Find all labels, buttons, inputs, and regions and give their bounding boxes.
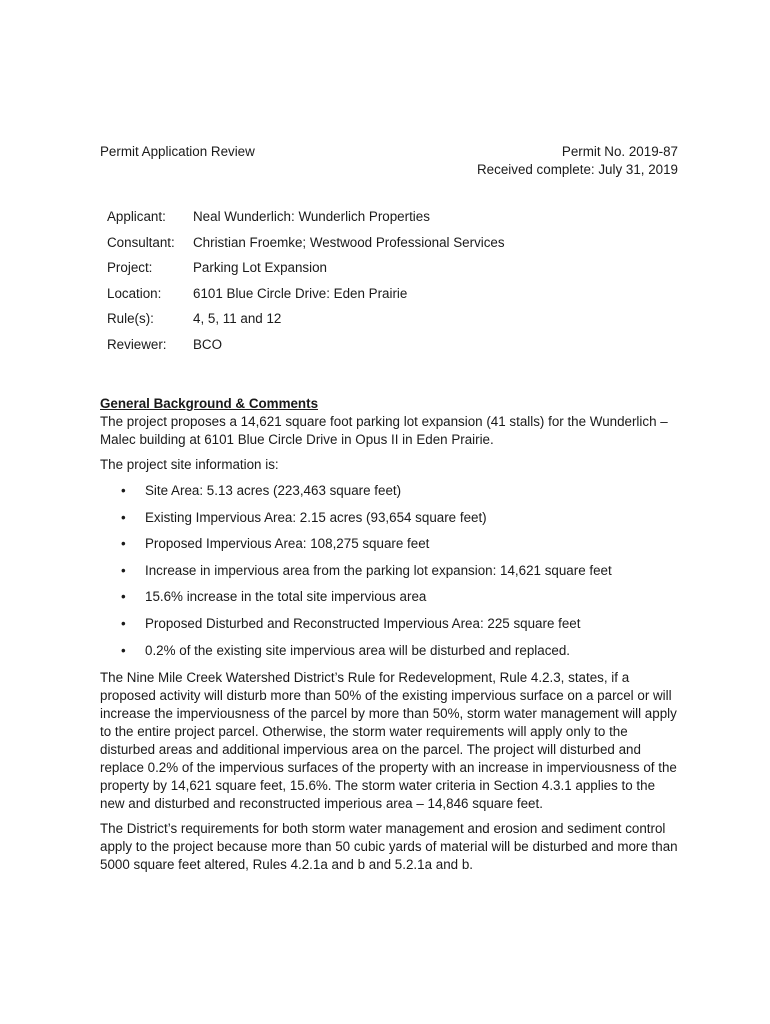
section-heading: General Background & Comments xyxy=(100,396,319,411)
requirements-paragraph: The District’s requirements for both storm water management and erosion and sediment control apply to the project because more than 50 cubic yards of material will be disturbed and more than 5000 square feet altered, Rules 4.2.1a and b and 5.2.1a and b. xyxy=(100,820,678,872)
detail-label: Consultant: xyxy=(107,234,175,250)
detail-value: 6101 Blue Circle Drive: Eden Prairie xyxy=(193,285,408,301)
permit-number: Permit No. 2019-87 xyxy=(561,144,678,159)
detail-row-consultant xyxy=(107,234,505,260)
list-item: • Existing Impervious Area: 2.15 acres (93,654 square feet) xyxy=(100,509,680,536)
list-item: • 15.6% increase in the total site impervious area xyxy=(100,588,680,615)
site-info-list xyxy=(100,482,680,662)
detail-value: BCO xyxy=(193,336,223,352)
document-title: Permit Application Review xyxy=(100,144,255,159)
site-info-lead: The project site information is: xyxy=(100,457,279,472)
detail-label: Location: xyxy=(107,285,162,301)
document-body xyxy=(100,395,680,874)
detail-value: Neal Wunderlich: Wunderlich Properties xyxy=(193,209,430,224)
list-item: • Proposed Disturbed and Reconstructed Impervious Area: 225 square feet xyxy=(100,615,680,642)
detail-value: Christian Froemke; Westwood Professional Services xyxy=(193,234,505,250)
detail-row-location xyxy=(107,285,505,311)
detail-value: Parking Lot Expansion xyxy=(193,260,327,276)
redevelopment-paragraph: The Nine Mile Creek Watershed District’s Rule for Redevelopment, Rule 4.2.3, states, if a proposed activity will disturb more than 50% of the existing impervious surface on a parcel or will increase the imperviousness of the parcel by more than 50%, storm water management will apply to the entire project parcel. Otherwise, the storm water requirements will apply only to the disturbed areas and additional impervious area on the parcel. The project will disturbed and replace 0.2% of the impervious surfaces of the property with an increase in imperviousness of the property by 14,621 square feet, 15.6%. The storm water criteria in Section 4.3.1 applies to the new and disturbed and reconstructed imperious area – 14,846 square feet. xyxy=(100,669,677,811)
list-item: • 0.2% of the existing site impervious area will be disturbed and replaced. xyxy=(100,642,680,662)
detail-label: Reviewer: xyxy=(107,336,167,352)
detail-row-reviewer xyxy=(107,336,505,362)
list-item: • Site Area: 5.13 acres (223,463 square feet) xyxy=(100,482,680,509)
detail-value: 4, 5, 11 and 12 xyxy=(193,311,282,327)
list-item: • Proposed Impervious Area: 108,275 square feet xyxy=(100,535,680,562)
list-item: • Increase in impervious area from the parking lot expansion: 14,621 square feet xyxy=(100,562,680,589)
intro-paragraph: The project proposes a 14,621 square foot parking lot expansion (41 stalls) for the Wunderlich – Malec building at 6101 Blue Circle Drive in Opus II in Eden Prairie. xyxy=(100,414,668,447)
detail-label: Rule(s): xyxy=(107,311,154,327)
detail-row-rules xyxy=(107,310,505,336)
detail-label: Project: xyxy=(107,260,153,276)
application-details xyxy=(107,208,505,362)
detail-row-project xyxy=(107,259,505,285)
permit-info xyxy=(477,143,678,179)
received-date: Received complete: July 31, 2019 xyxy=(477,162,678,177)
detail-label: Applicant: xyxy=(107,209,166,224)
detail-row-applicant xyxy=(107,208,505,234)
